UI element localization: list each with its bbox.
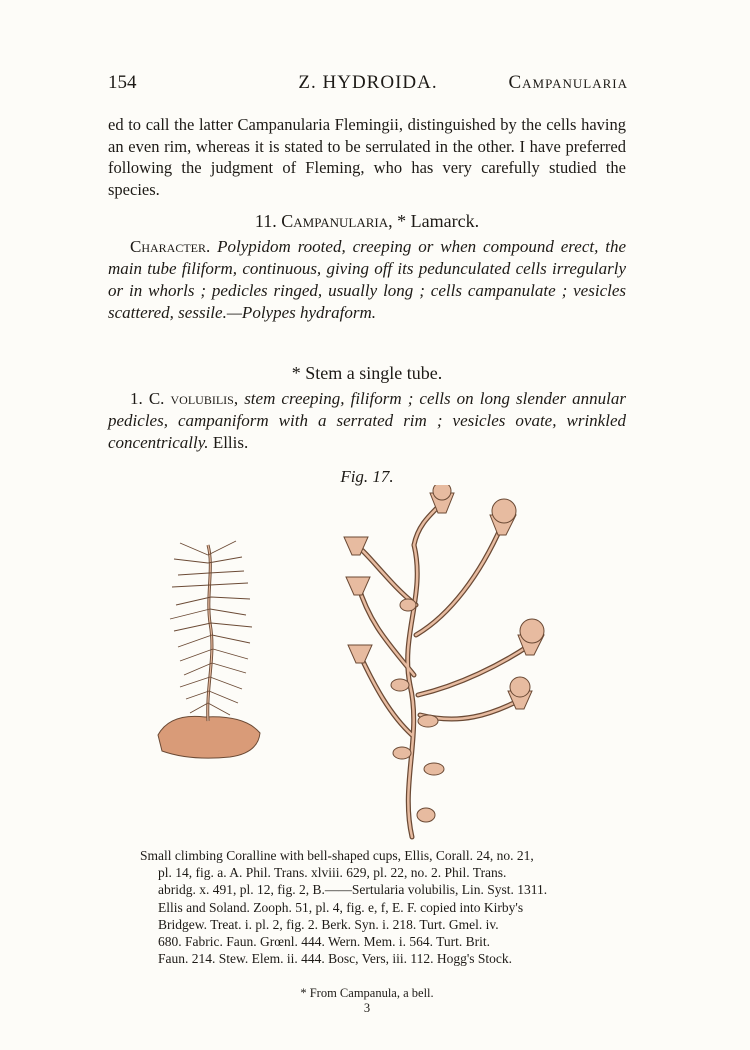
species-name: C. volubilis, [148,389,239,408]
species-paragraph [108,388,626,454]
figure-caption [140,847,624,967]
genus-marker: * [397,211,407,231]
coralline-small-illustration [150,535,270,775]
intro-paragraph: ed to call the latter Campanularia Flemingii, distinguished by the cells having an even rim, whereas it is stated to be serrulated in the other. I have preferred following the judgment of Fleming, who has very carefully studied the species. [108,115,626,199]
running-title: Campanularia [508,72,628,93]
species-number: 1. [130,389,143,408]
genus-authority: Lamarck. [410,211,480,231]
footnote: * From Campanula, a bell. [300,986,434,1000]
caption-line: Bridgew. Treat. i. pl. 2, fig. 2. Berk. Syn. i. 218. Turt. Gmel. iv. [158,916,499,932]
character-paragraph [108,236,626,324]
caption-line: abridg. x. 491, pl. 12, fig. 2, B.——Sertularia volubilis, Lin. Syst. 1311. [158,882,548,898]
subheading: * Stem a single tube. [291,363,443,383]
caption-line: 680. Fabric. Faun. Grœnl. 444. Wern. Mem. i. 564. Turt. Brit. [158,934,491,950]
caption-line: pl. 14, fig. a. A. Phil. Trans. xlviii. 629, pl. 22, no. 2. Phil. Trans. [158,865,507,881]
section-title: Z. HYDROIDA. [298,72,438,93]
character-text: Polypidom rooted, creeping or when compound erect, the main tube filiform, continuous, giving off its pedunculated cells irregularly or in whorls ; pedicles ringed, usually long ; cells campanulate ; vesicles scattered, sessile.—Polypes hydraform. [108,237,627,322]
species-description: stem creeping, filiform ; cells on long slender annular pedicles, campaniform with a serrated rim ; vesicles ovate, wrinkled concentrically. [108,389,627,452]
running-header [108,72,628,102]
campanularia-volubilis-illustration [330,485,580,845]
figure-label: Fig. 17. [340,467,394,486]
printer-signature: 3 [363,1001,371,1015]
genus-heading [108,211,626,232]
caption-line: Faun. 214. Stew. Elem. ii. 444. Bosc, Vers, iii. 112. Hogg's Stock. [158,951,513,967]
caption-line: Small climbing Coralline with bell-shaped cups, Ellis, Corall. 24, no. 21, [140,848,534,863]
page-number: 154 [108,72,137,93]
species-authority: Ellis. [212,433,249,452]
caption-line: Ellis and Soland. Zooph. 51, pl. 4, fig. e, f, E. F. copied into Kirby's [158,899,524,915]
character-label: Character. [130,237,211,256]
genus-name: Campanularia, [281,211,393,231]
genus-number: 11. [254,211,277,231]
